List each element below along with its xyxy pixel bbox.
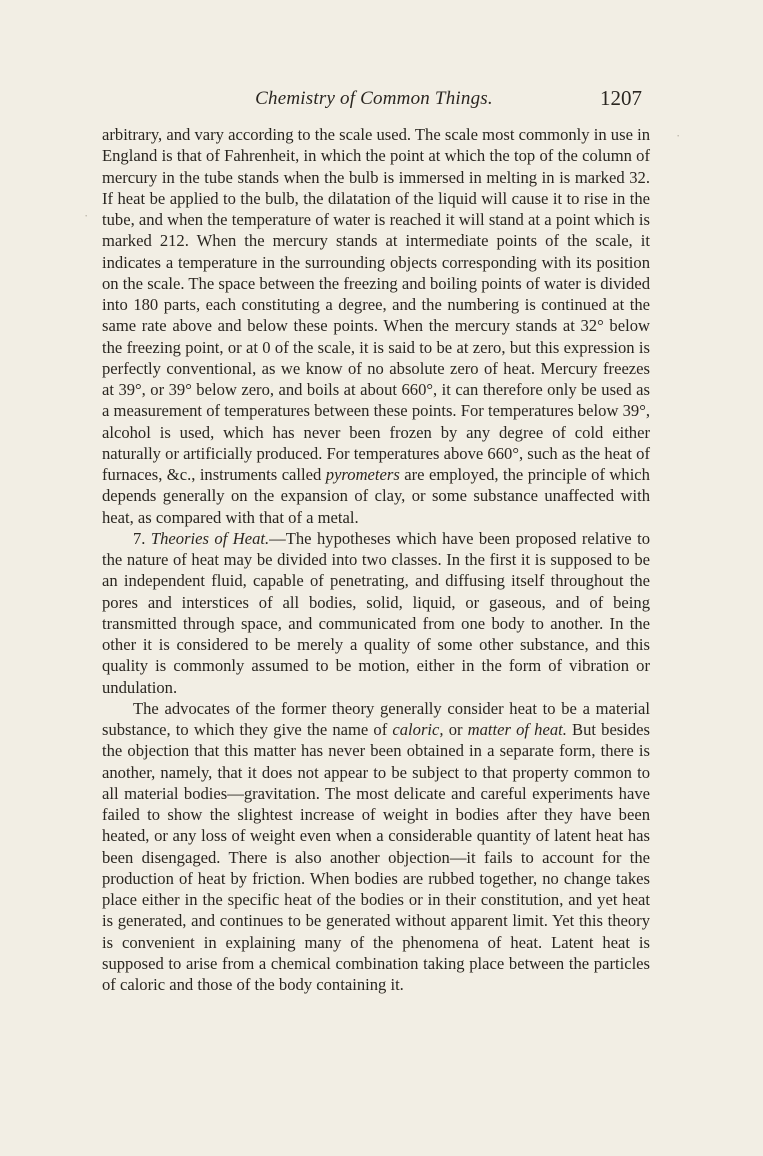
italic-term-matter-of-heat: matter of heat. (467, 720, 567, 739)
margin-speck: · (676, 128, 681, 143)
italic-term-caloric: caloric, (392, 720, 444, 739)
section-heading: Theories of Heat. (150, 528, 270, 548)
page-number: 1207 (600, 86, 642, 110)
paragraph-theories-of-heat (102, 528, 650, 698)
section-number: 7. (133, 528, 146, 548)
paragraph-text-continued: are employed, the principle of which depends generally on the expansion of clay, or some substance unaffected with heat, as compared with that of a metal. (102, 465, 650, 527)
page-header (100, 84, 648, 116)
running-title: Chemistry of Common Things. (255, 88, 493, 109)
paragraph-text: —The hypotheses which have been proposed relative to the nature of heat may be divided into two classes. In the first it is supposed to be an independent fluid, capable of penetrating, and diffusing itself throughout the pores and interstices of all bodies, solid, liquid, or gaseous, and of being transmitted through space, and communicated from one body to another. In the other it is considered to be merely a quality of some other substance, and this quality is commonly assumed to be motion, either in the form of vibration or undulation. (102, 528, 650, 697)
paragraph-text-continued: But besides the objection that this matter has never been obtained in a separate form, there is another, namely, that it does not appear to be subject to that property common to all material bodies—gravitation. The most delicate and careful experiments have failed to show the slightest increase of weight in bodies after they have been heated, or any loss of weight even when a considerable quantity of latent heat has been disengaged. There is also another objection—it fails to account for the production of heat by friction. When bodies are rubbed together, no change takes place either in the specific heat of the bodies or in their constitution, and yet heat is generated, and continues to be generated without apparent limit. Yet this theory is convenient in explaining many of the phenomena of heat. Latent heat is supposed to arise from a chemical combination taking place between the particles of caloric and those of the body containing it. (102, 720, 650, 994)
margin-speck: · (84, 208, 89, 223)
joiner-word: or (448, 720, 463, 739)
paragraph-scale (102, 124, 650, 528)
page-body (102, 124, 650, 995)
paragraph-text: arbitrary, and vary according to the scale used. The scale most commonly in use in England is that of Fahrenheit, in which the point at which the top of the column of mercury in the tube stands when the bulb is immersed in melting in is marked 32. If heat be applied to the bulb, the dilatation of the liquid will cause it to rise in the tube, and when the temperature of water is reached it will stand at a point which is marked 212. When the mercury stands at intermediate points of the scale, it indicates a temperature in the surrounding objects corresponding with its position on the scale. The space between the freezing and boiling points of water is divided into 180 parts, each constituting a degree, and the numbering is continued at the same rate above and below these points. When the mercury stands at 32° below the freezing point, or at 0 of the scale, it is said to be at zero, but this expression is perfectly conventional, as we know of no absolute zero of heat. Mercury freezes at 39°, or 39° below zero, and boils at about 660°, it can therefore only be used as a measurement of temperatures between these points. For temperatures below 39°, alcohol is used, which has never been frozen by any degree of cold either naturally or artificially produced. For temperatures above 660°, such as the heat of furnaces, &c., instruments called (102, 125, 650, 484)
paragraph-caloric-theory (102, 698, 650, 996)
paragraph-text: The advocates of the former theory generally consider heat to be a material substance, to which they give the name of (102, 698, 650, 739)
italic-term-pyrometers: pyrometers (325, 465, 400, 484)
